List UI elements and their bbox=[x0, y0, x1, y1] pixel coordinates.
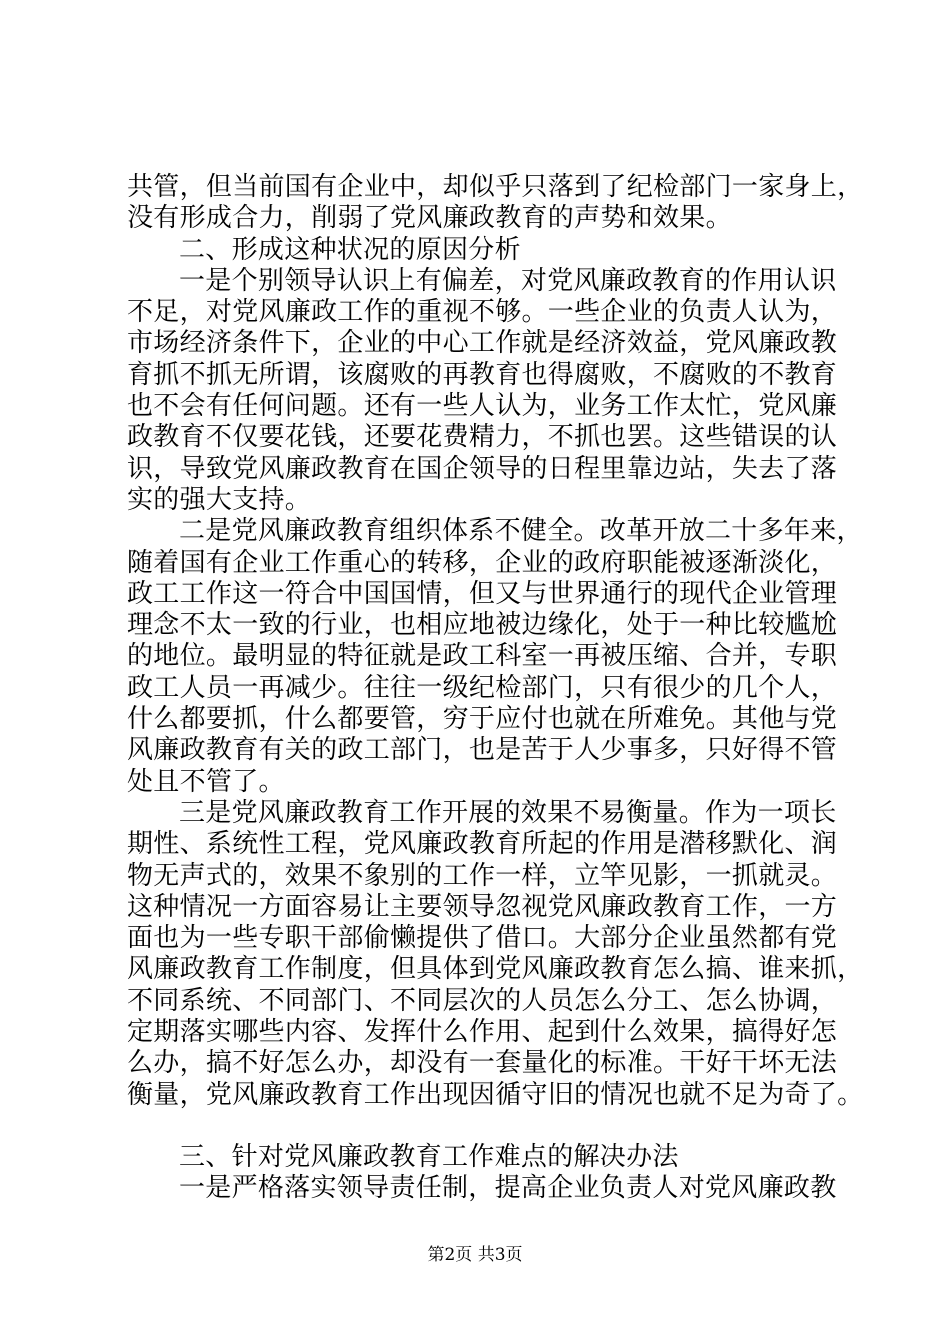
text-line: 处且不管了。 bbox=[127, 766, 285, 797]
paragraph-1 bbox=[127, 266, 847, 516]
text-line: 也不会有任何问题。还有一些人认为，业务工作太忙，党风廉 bbox=[127, 391, 838, 422]
text-line: 的地位。最明显的特征就是政工科室一再被压缩、合并，专职 bbox=[127, 641, 838, 672]
text-line: 风廉政教育工作制度，但具体到党风廉政教育怎么搞、谁来抓， bbox=[127, 954, 864, 985]
text-line: 么办，搞不好怎么办，却没有一套量化的标准。干好干坏无法 bbox=[127, 1048, 838, 1079]
text-line: 政教育不仅要花钱，还要花费精力，不抓也罢。这些错误的认 bbox=[127, 422, 838, 453]
text-line: 市场经济条件下，企业的中心工作就是经济效益，党风廉政教 bbox=[127, 328, 838, 359]
text-line: 识，导致党风廉政教育在国企领导的日程里靠边站，失去了落 bbox=[127, 453, 838, 484]
document-body bbox=[127, 172, 864, 1205]
paragraph-4 bbox=[127, 1173, 847, 1204]
paragraph-3 bbox=[127, 797, 864, 1111]
section-heading-2: 二、形成这种状况的原因分析 bbox=[179, 234, 521, 265]
text-line: 政工工作这一符合中国国情，但又与世界通行的现代企业管理 bbox=[127, 578, 838, 609]
text-line: 一是个别领导认识上有偏差，对党风廉政教育的作用认识 bbox=[179, 265, 837, 296]
text-line: 衡量，党风廉政教育工作出现因循守旧的情况也就不足为奇了。 bbox=[127, 1079, 864, 1110]
paragraph-2 bbox=[127, 516, 863, 798]
text-line: 什么都要抓，什么都要管，穷于应付也就在所难免。其他与党 bbox=[127, 704, 838, 735]
text-line: 育抓不抓无所谓，该腐败的再教育也得腐败，不腐败的不教育 bbox=[127, 359, 838, 390]
text-line: 二是党风廉政教育组织体系不健全。改革开放二十多年来， bbox=[179, 516, 863, 547]
text-line: 理念不太一致的行业，也相应地被边缘化，处于一种比较尴尬 bbox=[127, 610, 838, 641]
text-line: 随着国有企业工作重心的转移，企业的政府职能被逐渐淡化， bbox=[127, 547, 838, 578]
text-line: 三是党风廉政教育工作开展的效果不易衡量。作为一项长 bbox=[179, 797, 837, 828]
text-line: 风廉政教育有关的政工部门，也是苦于人少事多，只好得不管 bbox=[127, 735, 838, 766]
text-line: 一是严格落实领导责任制，提高企业负责人对党风廉政教 bbox=[179, 1173, 837, 1204]
text-line: 面也为一些专职干部偷懒提供了借口。大部分企业虽然都有党 bbox=[127, 923, 838, 954]
text-line: 物无声式的，效果不象别的工作一样，立竿见影，一抓就灵。 bbox=[127, 860, 838, 891]
text-line: 不同系统、不同部门、不同层次的人员怎么分工、怎么协调， bbox=[127, 985, 838, 1016]
section-heading-3: 三、针对党风廉政教育工作难点的解决办法 bbox=[179, 1141, 679, 1172]
text-line: 政工人员一再减少。往往一级纪检部门，只有很少的几个人， bbox=[127, 672, 838, 703]
blank-line bbox=[127, 1111, 847, 1142]
page-number-footer: 第2页 共3页 bbox=[427, 1245, 523, 1265]
text-line: 共管，但当前国有企业中，却似乎只落到了纪检部门一家身上， bbox=[127, 172, 864, 202]
text-line: 这种情况一方面容易让主要领导忽视党风廉政教育工作，一方 bbox=[127, 891, 838, 922]
text-line: 期性、系统性工程，党风廉政教育所起的作用是潜移默化、润 bbox=[127, 829, 838, 860]
text-line: 实的强大支持。 bbox=[127, 484, 312, 515]
text-line: 定期落实哪些内容、发挥什么作用、起到什么效果，搞得好怎 bbox=[127, 1017, 838, 1048]
text-line: 没有形成合力，削弱了党风廉政教育的声势和效果。 bbox=[127, 203, 732, 234]
text-line: 不足，对党风廉政工作的重视不够。一些企业的负责人认为， bbox=[127, 297, 838, 328]
